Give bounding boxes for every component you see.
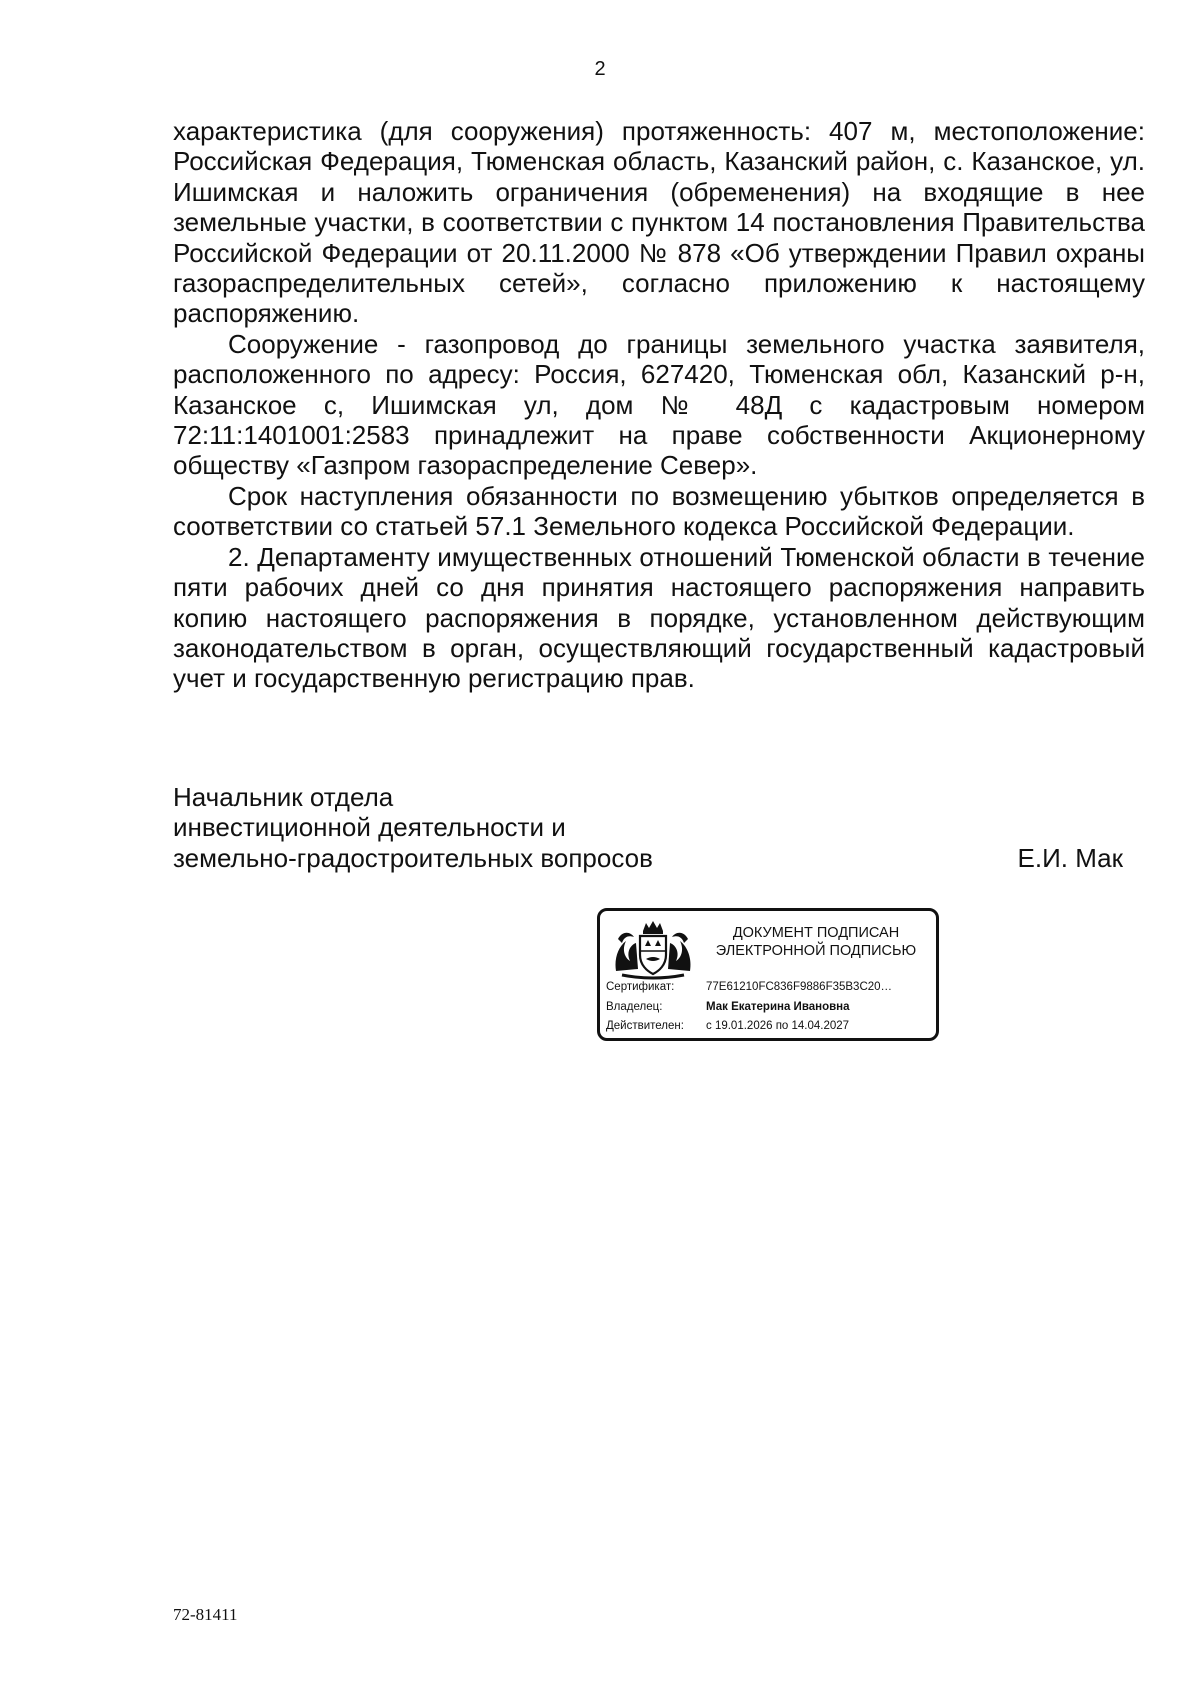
stamp-heading-line: ЭЛЕКТРОННОЙ ПОДПИСЬЮ [715, 942, 917, 959]
stamp-certificate-row [606, 981, 892, 993]
signer-name: Е.И. Мак [1017, 842, 1123, 873]
electronic-signature-stamp [597, 908, 939, 1041]
certificate-label: Сертификат: [606, 981, 675, 993]
signer-title-line: Начальник отдела [173, 782, 394, 812]
stamp-validity-row [606, 1020, 849, 1032]
signer-title-line: земельно-градостроительных вопросов [173, 842, 653, 873]
stamp-owner-row [606, 1001, 850, 1013]
validity-label: Действителен: [606, 1020, 684, 1032]
page-number: 2 [594, 58, 606, 80]
stamp-heading [700, 925, 932, 960]
owner-value: Мак Екатерина Ивановна [706, 1001, 850, 1013]
document-body [173, 116, 1145, 694]
regional-coat-of-arms-icon [612, 919, 694, 981]
signature-block [173, 782, 1123, 873]
paragraph-characteristics: характеристика (для сооружения) протяженность: 407 м, местоположение: Российская Федерация, Тюменская область, Казанский район, с. Казанское, ул. Ишимская и наложить ограничения (обременения) на входящие в нее земельные участки, в соответствии с пунктом 14 постановления Правительства Российской Федерации от 20.11.2000 № 878 «Об утверждении Правил охраны газораспределительных сетей», согласно приложению к настоящему распоряжению. [173, 116, 1145, 329]
validity-value: с 19.01.2026 по 14.04.2027 [706, 1020, 850, 1032]
paragraph-structure-ownership: Сооружение - газопровод до границы земельного участка заявителя, расположенного по адресу: Россия, 627420, Тюменская обл, Казанский р-н, Казанское с, Ишимская ул, дом № 48Д с кадастровым номером 72:11:1401001:2583 принадлежит на праве собственности Акционерному обществу «Газпром газораспределение Север». [173, 328, 1145, 481]
stamp-heading-line: ДОКУМЕНТ ПОДПИСАН [732, 925, 900, 941]
certificate-value: 77E61210FC836F9886F35B3C20… [706, 981, 893, 993]
document-registration-number: 72-81411 [173, 1605, 238, 1624]
signer-title-line: инвестиционной деятельности и [173, 812, 566, 843]
paragraph-department-instruction: 2. Департаменту имущественных отношений Тюменской области в течение пяти рабочих дней со дня принятия настоящего распоряжения направить копию настоящего распоряжения в порядке, установленном действующим законодательством в орган, осуществляющий государственный кадастровый учет и государственную регистрацию прав. [173, 541, 1145, 694]
owner-label: Владелец: [606, 1001, 663, 1013]
paragraph-compensation-term: Срок наступления обязанности по возмещению убытков определяется в соответствии со статьей 57.1 Земельного кодекса Российской Федерации. [173, 480, 1145, 542]
